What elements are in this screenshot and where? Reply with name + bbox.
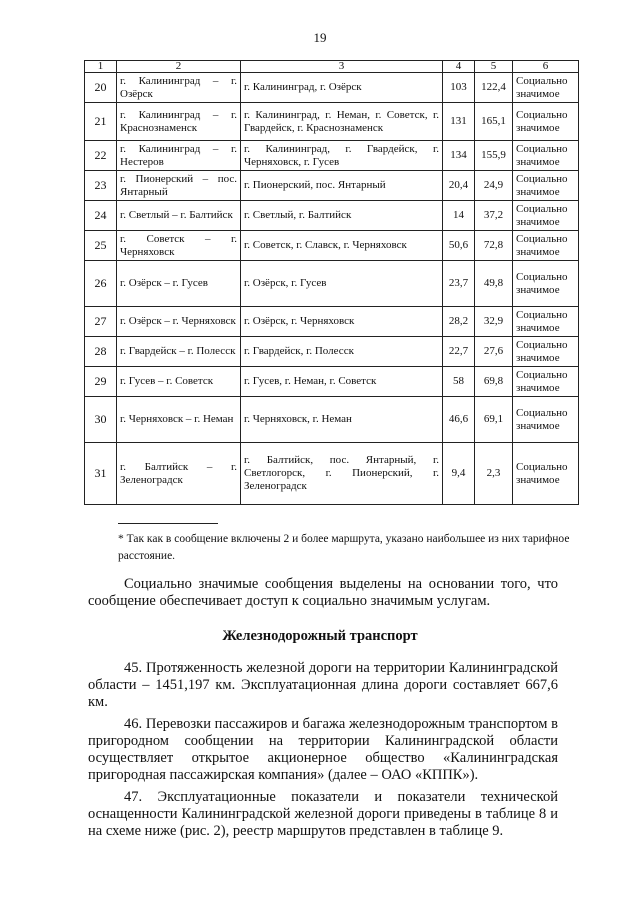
route-stops: г. Балтийск, пос. Янтарный, г. Светлогорск, г. Пионерский, г. Зеленоградск [241,443,443,505]
column-header: 1 [85,61,117,73]
table-row [85,231,579,261]
route-time: 27,6 [475,337,513,367]
table-row [85,141,579,171]
route-number: 25 [85,231,117,261]
route-distance: 9,4 [443,443,475,505]
route-distance: 50,6 [443,231,475,261]
route-distance: 28,2 [443,307,475,337]
route-time: 2,3 [475,443,513,505]
route-stops: г. Светлый, г. Балтийск [241,201,443,231]
route-distance: 22,7 [443,337,475,367]
paragraph-46: 46. Перевозки пассажиров и багажа железнодорожным транспортом в пригородном сообщении на территории Калининградской области осуществляет открытое акционерное общество «Калининградская пригородная пассажирская компания» (далее – ОАО «КППК»). [88,716,558,783]
route-time: 72,8 [475,231,513,261]
route-distance: 58 [443,367,475,397]
table-row [85,103,579,141]
table-body [85,73,579,505]
route-stops: г. Черняховск, г. Неман [241,397,443,443]
route-endpoints: г. Калининград – г. Нестеров [117,141,241,171]
route-time: 24,9 [475,171,513,201]
table-header-row [85,61,579,73]
route-stops: г. Озёрск, г. Гусев [241,261,443,307]
page-number: 19 [313,30,327,45]
route-endpoints: г. Советск – г. Черняховск [117,231,241,261]
route-time: 69,8 [475,367,513,397]
route-distance: 134 [443,141,475,171]
route-status: Социально значимое [513,337,579,367]
route-endpoints: г. Озёрск – г. Черняховск [117,307,241,337]
route-distance: 46,6 [443,397,475,443]
route-time: 155,9 [475,141,513,171]
route-endpoints: г. Калининград – г. Озёрск [117,73,241,103]
section-heading: Железнодорожный транспорт [222,628,418,644]
table-row [85,261,579,307]
column-header: 2 [117,61,241,73]
route-distance: 131 [443,103,475,141]
column-header: 4 [443,61,475,73]
route-endpoints: г. Светлый – г. Балтийск [117,201,241,231]
route-status: Социально значимое [513,231,579,261]
route-number: 22 [85,141,117,171]
route-time: 32,9 [475,307,513,337]
route-status: Социально значимое [513,261,579,307]
column-header: 3 [241,61,443,73]
route-stops: г. Калининград, г. Неман, г. Советск, г. Гвардейск, г. Краснознаменск [241,103,443,141]
route-status: Социально значимое [513,367,579,397]
column-header: 6 [513,61,579,73]
route-distance: 20,4 [443,171,475,201]
route-stops: г. Гусев, г. Неман, г. Советск [241,367,443,397]
table-row [85,397,579,443]
route-time: 69,1 [475,397,513,443]
route-number: 20 [85,73,117,103]
route-status: Социально значимое [513,397,579,443]
route-status: Социально значимое [513,73,579,103]
route-number: 21 [85,103,117,141]
table-row [85,443,579,505]
table-row [85,367,579,397]
table-row [85,307,579,337]
table-row [85,201,579,231]
route-endpoints: г. Гусев – г. Советск [117,367,241,397]
route-number: 24 [85,201,117,231]
route-distance: 23,7 [443,261,475,307]
route-status: Социально значимое [513,103,579,141]
column-header: 5 [475,61,513,73]
footnote: * Так как в сообщение включены 2 и более маршрута, указано наибольшее из них тарифное расстояние. [118,533,570,562]
route-status: Социально значимое [513,443,579,505]
route-stops: г. Калининград, г. Озёрск [241,73,443,103]
route-stops: г. Озёрск, г. Черняховск [241,307,443,337]
route-endpoints: г. Гвардейск – г. Полесск [117,337,241,367]
route-time: 165,1 [475,103,513,141]
route-number: 28 [85,337,117,367]
routes-table [84,60,579,505]
route-time: 37,2 [475,201,513,231]
route-endpoints: г. Черняховск – г. Неман [117,397,241,443]
route-time: 49,8 [475,261,513,307]
route-distance: 103 [443,73,475,103]
route-endpoints: г. Балтийск – г. Зеленоградск [117,443,241,505]
route-status: Социально значимое [513,141,579,171]
route-endpoints: г. Озёрск – г. Гусев [117,261,241,307]
route-distance: 14 [443,201,475,231]
paragraph-social: Социально значимые сообщения выделены на основании того, что сообщение обеспечивает доступ к социально значимым услугам. [88,576,558,609]
route-number: 31 [85,443,117,505]
route-stops: г. Гвардейск, г. Полесск [241,337,443,367]
route-endpoints: г. Калининград – г. Краснознаменск [117,103,241,141]
route-stops: г. Калининград, г. Гвардейск, г. Черняховск, г. Гусев [241,141,443,171]
route-number: 23 [85,171,117,201]
route-status: Социально значимое [513,307,579,337]
route-status: Социально значимое [513,201,579,231]
route-endpoints: г. Пионерский – пос. Янтарный [117,171,241,201]
route-number: 26 [85,261,117,307]
route-number: 29 [85,367,117,397]
route-stops: г. Советск, г. Славск, г. Черняховск [241,231,443,261]
paragraph-45: 45. Протяженность железной дороги на территории Калининградской области – 1451,197 км. Эксплуатационная длина дороги составляет 667,6 км. [88,660,558,710]
route-number: 30 [85,397,117,443]
route-time: 122,4 [475,73,513,103]
table-row [85,171,579,201]
route-status: Социально значимое [513,171,579,201]
paragraph-47: 47. Эксплуатационные показатели и показатели технической оснащенности Калининградской железной дороги приведены в таблице 8 и на схеме ниже (рис. 2), реестр маршрутов представлен в таблице 9. [88,789,558,839]
table-row [85,73,579,103]
footnote-divider [118,523,218,524]
route-number: 27 [85,307,117,337]
table-row [85,337,579,367]
route-stops: г. Пионерский, пос. Янтарный [241,171,443,201]
